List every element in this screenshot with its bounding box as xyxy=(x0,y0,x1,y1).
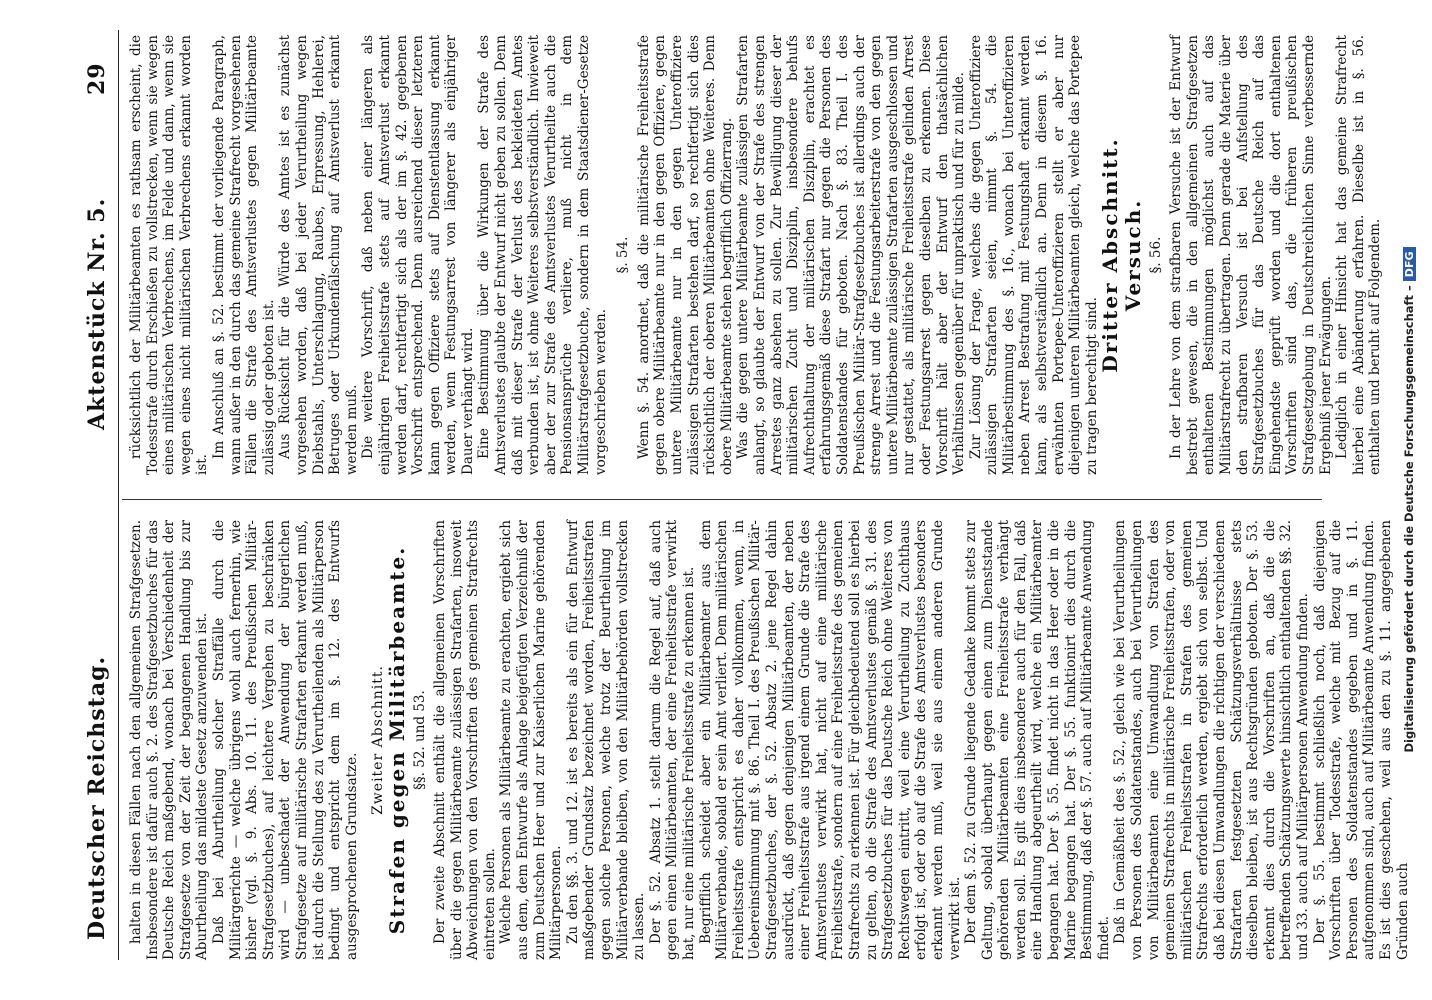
paragraph: Zur Lösung der Frage, welches die gegen Unteroffiziere zulässigen Strafarten seien, nimmt §. 54. die Militärbestimmung des §. 16., wonach bei Unteroffizieren neben Arrest Bestrafung mit Festungshaft erkannt werden kann, als selbstverständlich an. Denn in diesem §. 16. erwähnten Portepee-Unteroffizieren stellt er aber nur diejenigen unteren Militärbeamten gleich, welche das Portepee zu tragen berechtigt sind. xyxy=(967,35,1100,475)
section-heading: Zweiter Abschnitt. xyxy=(370,665,387,815)
footer-text: Digitalisierung gefördert durch die Deutsche Forschungsgemeinschaft – xyxy=(1402,285,1416,753)
paragraph: Aus Rücksicht für die Würde des Amtes ist es zunächst vorgesehen worden, daß bei jeder Verurtheilung wegen Diebstahls, Unterschlagung, Raubes, Erpressung, Hehlerei, Betruges oder Urkundenfälschung auf Amtsverlust erkannt werden muß. xyxy=(277,35,360,475)
paragraph: Welche Personen als Militärbeamte zu erachten, ergiebt sich aus dem, dem Entwurfe als Anlage beigefügten Verzeichniß der zum Deutschen Heer und zur Kaiserlichen Marine gehörenden Militärpersonen. xyxy=(498,520,565,960)
paragraph: Daß in Gemäßheit des §. 52., gleich wie bei Verurtheilungen von Personen des Soldatenstandes, auch bei Verurtheilungen von Militärbeamten eine Umwandlung von Strafen des gemeinen Strafrechts in militärische Freiheitsstrafen, oder von militärischen Freiheitsstrafen in Strafen des gemeinen Strafrechts erforderlich werden, ergiebt sich von selbst. Und daß bei diesen Umwandlungen die richtigen der verschiedenen Strafarten festgesetzten Schätzungsverhältnisse stets dieselben bleiben, ist aus Rechtsgründen geboten. Der §. 53. erkennt dies durch die Vorschriften an, daß die die betreffenden Schätzungswerte hinsichtlich enthaltenden §§. 32. und 33. auch auf Militärpersonen Anwendung finden. xyxy=(1112,520,1311,960)
paragraph: In der Lehre von dem strafbaren Versuche ist der Entwurf bestrebt gewesen, die in den allgemeinen Strafgesetzen enthaltenen Bestimmungen möglichst auch auf das Militärstrafrecht zu übertragen. Denn gerade die Materie über den strafbaren Versuch ist bei Aufstellung des Strafgesetzbuches für das Deutsche Reich auf das Eingehendste geprüft worden und die dort enthaltenen Vorschriften sind das, die früheren preußischen Strafgesetzgebung in Deutschreichlichen Sinne verbessernde Ergebniß jener Erwägungen. xyxy=(1168,35,1334,475)
section-title: Versuch. xyxy=(1121,198,1146,312)
dfg-footer xyxy=(1402,0,1416,1000)
dfg-logo: DFG xyxy=(1403,248,1416,282)
paragraph: halten in diesen Fällen nach den allgemeinen Strafgesetzen. Insbesondere ist dafür auch §. 2. des Strafgesetzbuches für das Deutsche Reich maßgebend, wonach bei Verschiedenheit der Strafgesetze von der Zeit der begangenen Handlung bis zur Aburtheilung das mildeste Gesetz anzuwenden ist. xyxy=(128,520,211,960)
header-center: Aktenstück Nr. 5. xyxy=(84,197,110,430)
paragraph-ref: §. 54. xyxy=(615,236,632,274)
paragraph: Lediglich in einer Hinsicht hat das gemeine Strafrecht hierbei eine Abänderung erfahren. Dieselbe ist in §. 56. enthalten und beruht auf Folgendem. xyxy=(1334,35,1384,475)
paragraph: Was die gegen untere Militärbeamte zulässigen Strafarten anlangt, so glaubte der Entwurf von der Strafe des strengen Arrestes ganz absehen zu sollen. Zur Bewilligung dieser der militärischen Zucht und Disziplin, insbesondere behufs Aufrechthaltung der militärischen Disziplin, erachtet es erfahrungsgemäß diese Strafart nur gegen die Personen des Soldatenstandes für geboten. Nach §. 83. Theil I. des Preußischen Militär-Strafgesetzbuches ist allerdings auch der strenge Arrest und die Festungsarbeiterstrafe von den gegen untere Militärbeamte zulässigen Strafarten ausgeschlossen und nur gestattet, als militärische Freiheitsstrafe gelinden Arrest oder Festungsarrest gegen dieselben zu erkennen. Diese Vorschrift hält aber der Entwurf den thatsächlichen Verhältnissen gegenüber für unpraktisch und für zu milde. xyxy=(735,35,968,475)
header-rule xyxy=(118,30,119,960)
paragraph: Eine Bestimmung über die Wirkungen der Strafe des Amtsverlustes glaubte der Entwurf nicht geben zu sollen. Denn daß mit dieser Strafe der Verlust des bekleideten Amtes verbunden ist, ist ohne Weiteres selbstverständlich. Inwieweit aber der zur Strafe des Amtsverlustes Verurtheilte auch die Pensionsansprüche verliere, muß nicht in dem Militärstrafgesetzbuche, sondern in dem Staatsdiener-Gesetze vorgeschrieben werden. xyxy=(476,35,609,475)
paragraph-ref: §§. 52. und 53. xyxy=(411,690,428,790)
left-column xyxy=(128,520,1411,960)
right-column xyxy=(128,35,1384,475)
paragraph: Begrifflich scheidet aber ein Militärbeamter aus dem Militärverbande, sobald er sein Amt verliert. Dem militärischen Freiheitsstrafe entspricht es daher vollkommen, wenn, in Uebereinstimmung mit §. 86. Theil I. des Preußischen Militär-Strafgesetzbuches, der §. 52. Absatz 2. jene Regel dahin ausdrückt, daß gegen denjenigen Militärbeamten, der neben einer Freiheitsstrafe aus irgend einem Grunde die Strafe des Amtsverlustes verwirkt hat, nicht auf eine militärische Freiheitsstrafe, sondern auf eine Freiheitsstrafe des gemeinen Strafrechts zu erkennen ist. Für gleichbedeutend soll es hierbei zu gelten, ob die Strafe des Amtsverlustes gemäß §. 31. des Strafgesetzbuches für das Deutsche Reich ohne Weiteres von Rechtswegen eintritt, weil eine Verurtheilung zu Zuchthaus erfolgt ist, oder ob auf die Strafe des Amtsverlustes besonders erkannt werden muß, weil sie aus einem anderen Grunde verwirkt ist. xyxy=(697,520,963,960)
column-divider xyxy=(122,499,1322,500)
page-number: 29 xyxy=(84,62,110,95)
paragraph: Der §. 52. Absatz 1. stellt darum die Regel auf, daß auch gegen einen Militärbeamten, der eine Freiheitsstrafe verwirkt hat, nur eine militärische Freiheitsstrafe zu erkennen ist. xyxy=(647,520,697,960)
paragraph: Zu den §§. 3. und 12. ist es bereits als ein für den Entwurf maßgebender Grundsatz bezeichnet worden, Freiheitsstrafen gegen solche Personen, welche trotz der Beurtheilung im Militärverbande bleiben, von den Militärbehörden vollstrecken zu lassen. xyxy=(564,520,648,960)
paragraph: Der §. 55. bestimmt schließlich noch, daß diejenigen Vorschriften über Todesstrafe, welche mit Bezug auf die Personen des Soldatenstandes gegeben und in §. 11. aufgenommen sind, auch auf Militärbeamte Anwendung finden. Es ist dies geschehen, weil aus den zu §. 11. angegebenen Gründen auch xyxy=(1311,520,1411,960)
paragraph: rücksichtlich der Militärbeamten es rathsam erscheint, die Todesstrafe durch Erschießen zu vollstrecken, wenn sie wegen eines militärischen Verbrechens, im Felde und dann, wenn sie wegen eines nicht militärischen Verbrechens erkannt worden ist. xyxy=(128,35,211,475)
paragraph: Die weitere Vorschrift, daß neben einer längeren als einjährigen Freiheitsstrafe stets auf Amtsverlust erkannt werden darf, rechtfertigt sich als der im §. 42. gegebenen Vorschrift entsprechend. Denn ausreichend dieser letzteren kann gegen Offiziere stets auf Dienstentlassung erkannt werden, wenn Festungsarrest von längerer als einjähriger Dauer verhängt wird. xyxy=(360,35,476,475)
section-heading: Dritter Abschnitt. xyxy=(1098,137,1123,373)
paragraph: Der zweite Abschnitt enthält die allgemeinen Vorschriften über die gegen Militärbeamte zulässigen Strafarten, insoweit Abweichungen von den Vorschriften des gemeinen Strafrechts eintreten sollen. xyxy=(432,520,498,960)
paragraph: Im Anschluß an §. 52. bestimmt der vorliegende Paragraph, wann außer in den durch das gemeine Strafrecht vorgesehenen Fällen die Strafe des Amtsverlustes gegen Militärbeamte zulässig oder geboten ist. xyxy=(210,35,277,475)
header-left: Deutscher Reichstag. xyxy=(84,655,110,940)
section-title: Strafen gegen Militärbeamte. xyxy=(384,545,409,935)
paragraph-ref: §. 56. xyxy=(1147,236,1164,274)
paragraph: Wenn §. 54. anordnet, daß die militärische Freiheitsstrafe gegen obere Militärbeamte nur in den gegen Offiziere, gegen untere Militärbeamte nur in den gegen Unteroffiziere zulässigen Strafarten bestehen darf, so rechtfertigt sich dies rücksichtlich der oberen Militärbeamten ohne Weiteres. Denn obere Militärbeamte stehen begrifflich Offizierrang. xyxy=(635,35,735,475)
paragraph: Daß bei Aburtheilung solcher Straffälle durch die Militärgerichte — welche übrigens wohl auch fernerhin, wie bisher (vgl. §. 9. Abs. 10. 11. des Preußischen Militär-Strafgesetzbuches), auf leichtere Vergehen zu beschränken wird — unbeschadet der Anwendung der bürgerlichen Strafgesetze auf militärische Strafarten erkannt werden muß, ist durch die Stellung des zu Verurtheilenden als Militärperson bedingt und entspricht dem im §. 12. des Entwurfs ausgesprochenen Grundsatze. xyxy=(210,520,360,960)
paragraph: Der dem §. 52. zu Grunde liegende Gedanke kommt stets zur Geltung, sobald überhaupt gegen einen zum Dienststande gehörenden Militärbeamten eine Freiheitsstrafe verhängt werden soll. Es gilt dies insbesondere auch für den Fall, daß eine Handlung abgeurtheilt wird, welche ein Militärbeamter begangen hat. Der §. 55. findet nicht in das Heer oder in die Marine begangen hat. Der §. 55. funktionirt dies durch die Bestimmung, daß der §. 57. auch auf Militärbeamte Anwendung findet. xyxy=(963,520,1112,960)
